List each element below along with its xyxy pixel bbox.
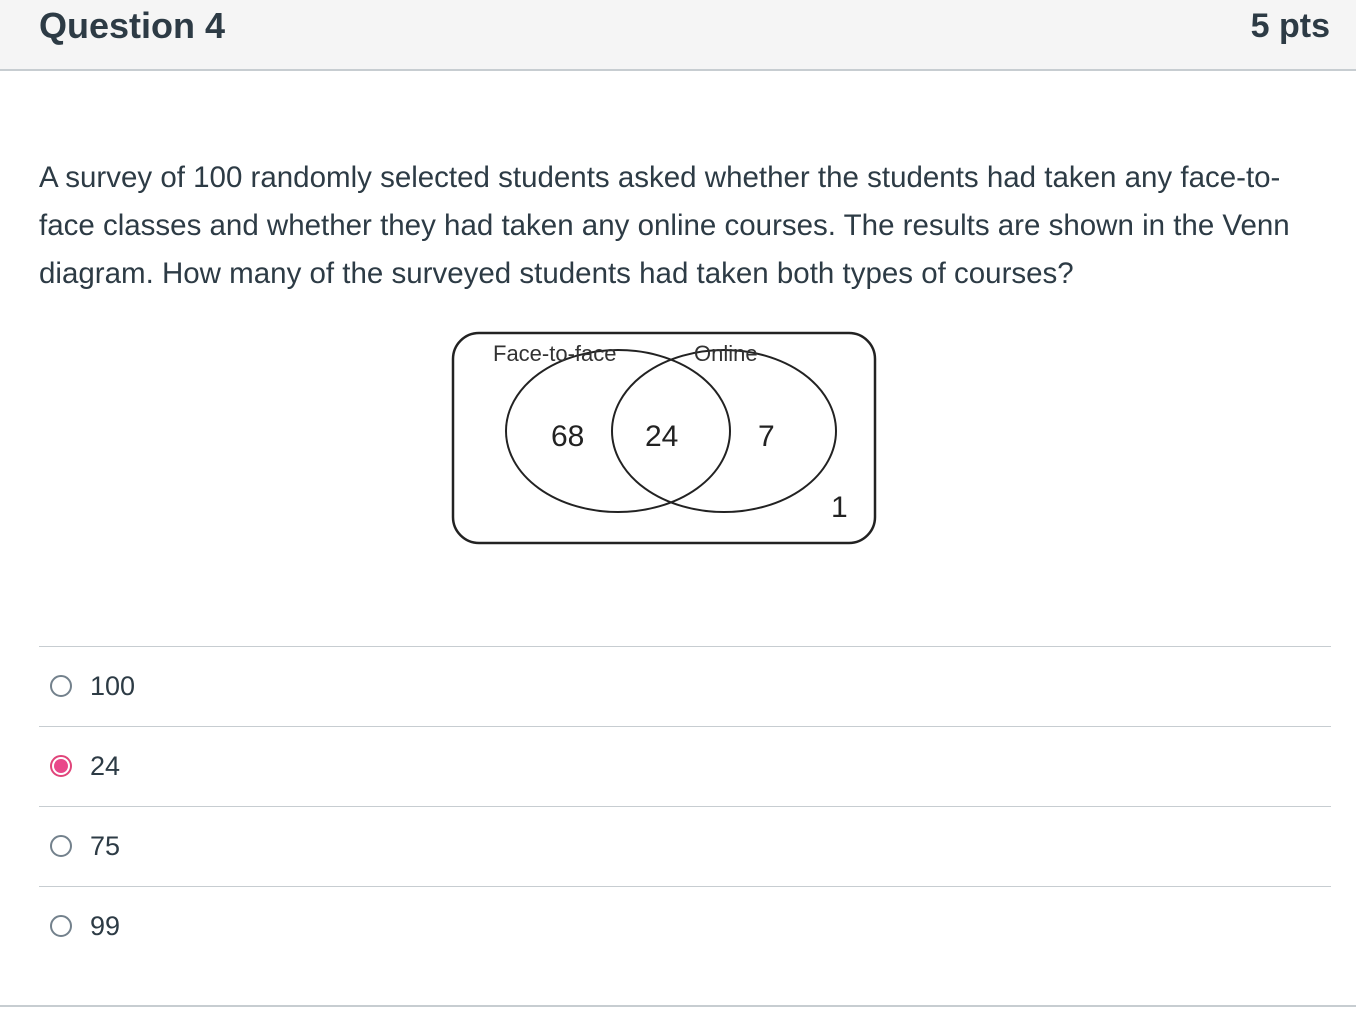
radio-button[interactable] [50,915,72,937]
venn-label-online: Online [694,341,758,366]
venn-label-face-to-face: Face-to-face [493,341,617,366]
question-text: A survey of 100 randomly selected students asked whether the students had taken any face-to-face classes and whether they had taken any online courses. The results are shown in the Venn diagram. How many of the surveyed students had taken both types of courses? [39,161,1290,290]
radio-button-selected[interactable] [50,755,72,777]
answer-list [39,646,1331,966]
answer-label: 75 [90,831,121,861]
venn-diagram [448,328,880,548]
answer-option-100[interactable] [39,646,1331,726]
venn-value-both: 24 [645,420,679,453]
answer-label: 99 [90,911,121,941]
venn-face-to-face-circle [506,350,730,512]
answer-label: 24 [90,751,121,781]
answer-option-75[interactable] [39,806,1331,886]
answer-option-24[interactable] [39,726,1331,806]
radio-button[interactable] [50,675,72,697]
question-header [0,0,1356,71]
footer-divider [0,1005,1356,1007]
radio-button[interactable] [50,835,72,857]
question-title: Question 4 [39,5,226,46]
answer-label: 100 [90,671,136,701]
venn-value-face-to-face-only: 68 [551,420,585,453]
venn-value-neither: 1 [831,491,848,524]
answer-option-99[interactable] [39,886,1331,966]
venn-value-online-only: 7 [758,420,775,453]
question-points: 5 pts [1250,7,1330,45]
